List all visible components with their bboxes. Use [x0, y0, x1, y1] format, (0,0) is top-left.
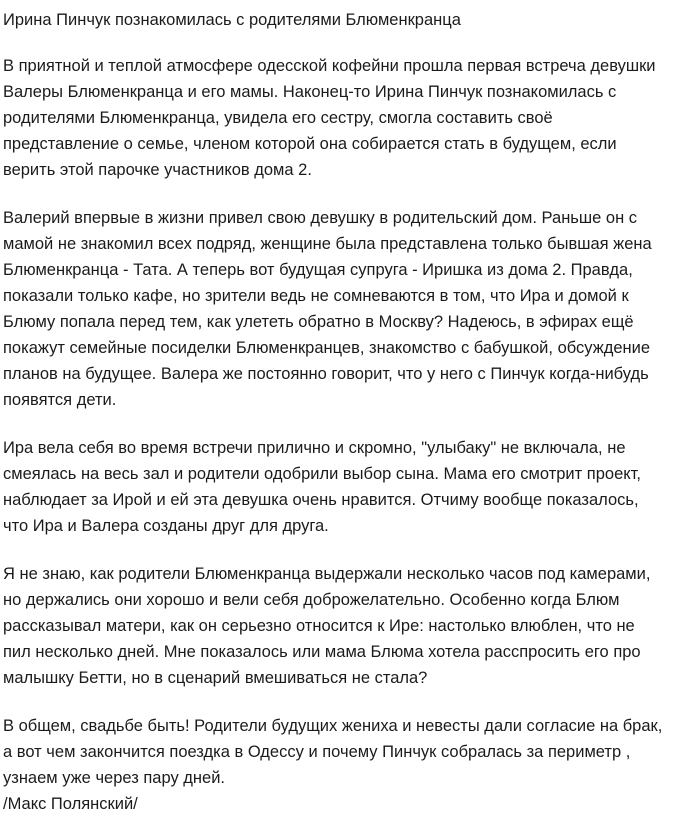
- article-paragraph-2: Валерий впервые в жизни привел свою девушку в родительский дом. Раньше он с мамой не знакомил всех подряд, женщине была представлена только бывшая жена Блюменкранца - Тата. А теперь вот будущая супруга - Иришка из дома 2. Правда, показали только кафе, но зрители ведь не сомневаются в том, что Ира и домой к Блюму попала перед тем, как улететь обратно в Москву? Надеюсь, в эфирах ещё покажут семейные посиделки Блюменкранцев, знакомство с бабушкой, обсуждение планов на будущее. Валера же постоянно говорит, что у него с Пинчук когда-нибудь появятся дети.: [3, 209, 652, 409]
- article-paragraph-4: Я не знаю, как родители Блюменкранца выдержали несколько часов под камерами, но держались они хорошо и вели себя доброжелательно. Особенно когда Блюм рассказывал матери, как он серьезно относится к Ире: настолько влюблен, что не пил несколько дней. Мне показалось или мама Блюма хотела расспросить его про малышку Бетти, но в сценарий вмешиваться не стала?: [3, 565, 651, 687]
- article-body: [3, 53, 665, 817]
- article-paragraph-1: В приятной и теплой атмосфере одесской кофейни прошла первая встреча девушки Валеры Блюменкранца и его мамы. Наконец-то Ирина Пинчук познакомилась с родителями Блюменкранца, увидела его сестру, смогла составить своё представление о семье, членом которой она собирается стать в будущем, если верить этой парочке участников дома 2.: [3, 57, 656, 179]
- article-signature: /Макс Полянский/: [3, 795, 138, 813]
- article-paragraph-5: [3, 713, 665, 817]
- article-paragraph-3: Ира вела себя во время встречи прилично и скромно, "улыбаку" не включала, не смеялась на весь зал и родители одобрили выбор сына. Мама его смотрит проект, наблюдает за Ирой и ей эта девушка очень нравится. Отчиму вообще показалось, что Ира и Валера созданы друг для друга.: [3, 439, 641, 535]
- page-title: Ирина Пинчук познакомилась с родителями Блюменкранца: [3, 11, 461, 29]
- article-paragraph-5-text: В общем, свадьбе быть! Родители будущих жениха и невесты дали согласие на брак, а вот чем закончится поездка в Одессу и почему Пинчук собралась за периметр , узнаем уже через пару дней.: [3, 717, 663, 787]
